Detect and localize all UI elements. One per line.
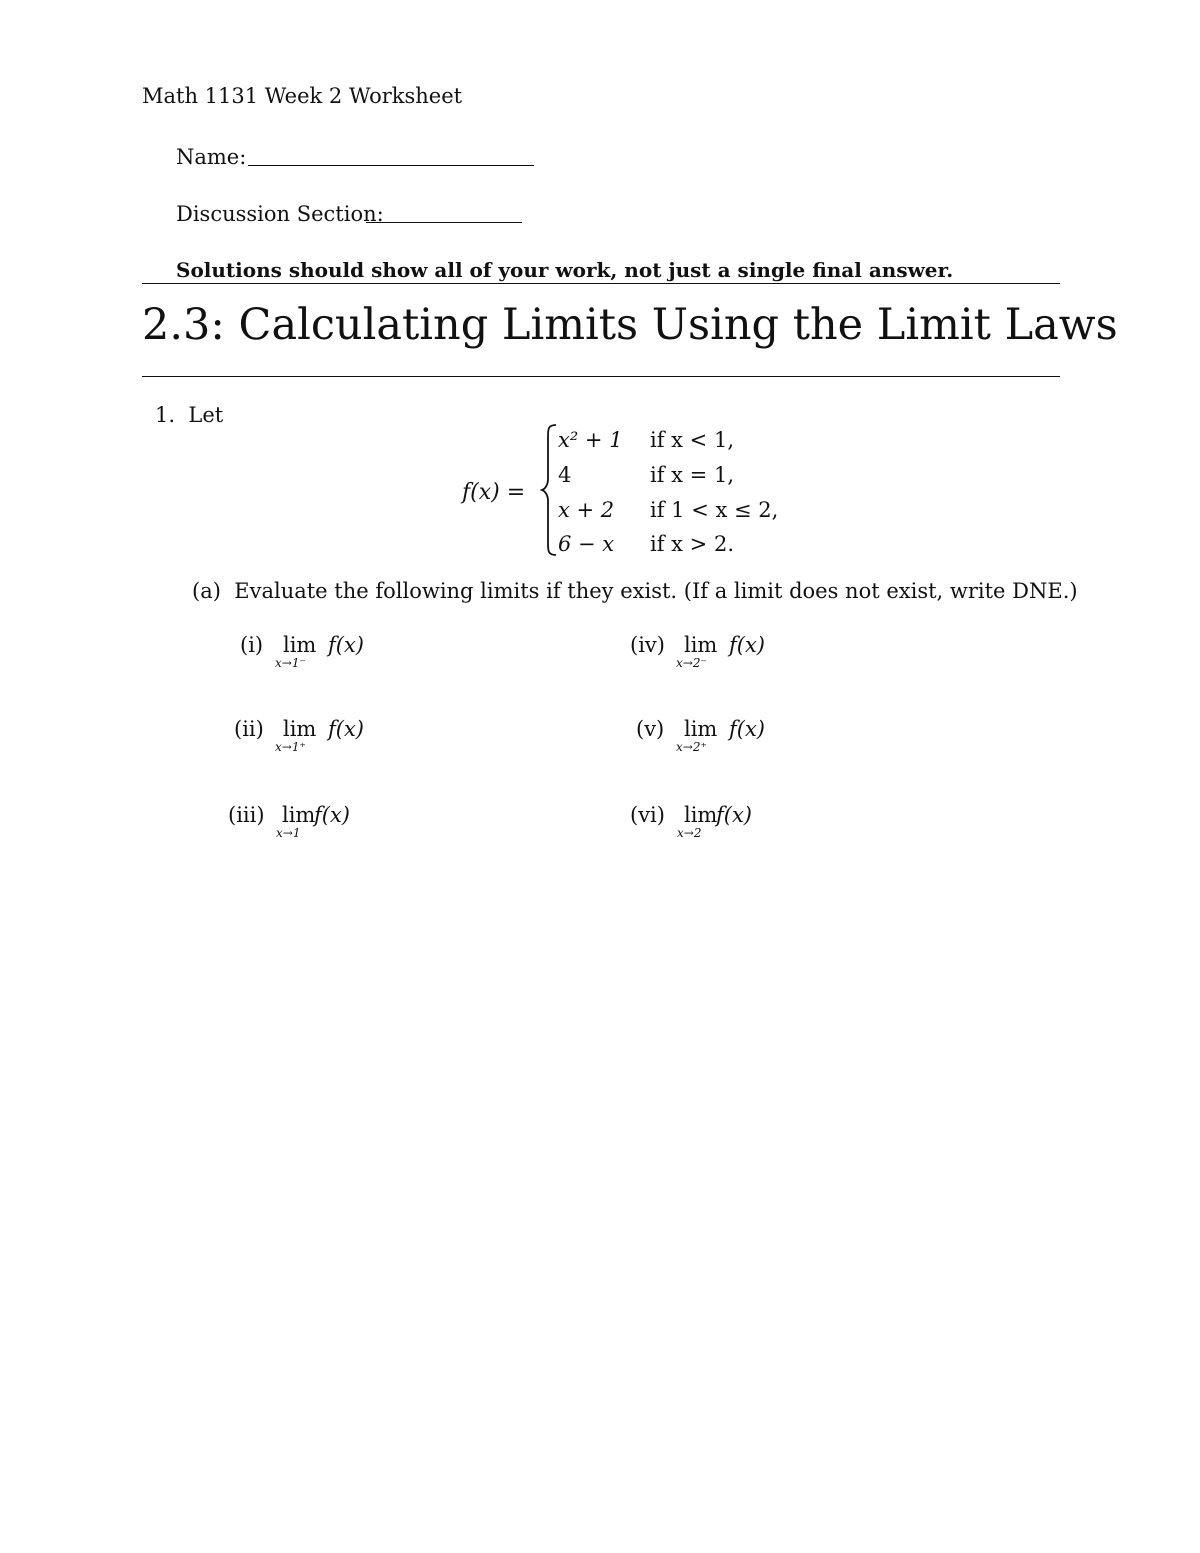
lim-word: lim — [282, 803, 316, 827]
lim-word: lim — [283, 633, 317, 657]
problem-number: 1. — [155, 403, 176, 427]
case-expression: x + 2 — [558, 498, 615, 522]
case-condition: if x < 1, — [650, 428, 734, 452]
case-expression: 4 — [558, 463, 572, 487]
lim-word: lim — [684, 633, 718, 657]
lim-subscript: x→1 — [276, 826, 301, 840]
lim-word: lim — [684, 717, 718, 741]
limit-label: (v) — [636, 717, 665, 741]
lim-subscript: x→2 — [677, 826, 702, 840]
case-expression: x² + 1 — [558, 428, 623, 452]
lim-function: f(x) — [314, 803, 351, 827]
case-condition: if 1 < x ≤ 2, — [650, 498, 779, 522]
part-a-text: Evaluate the following limits if they exist. (If a limit does not exist, write DNE.) — [234, 579, 1078, 603]
function-label: f(x) = — [462, 480, 526, 505]
part-a-label: (a) — [192, 579, 221, 603]
limit-label: (vi) — [630, 803, 665, 827]
problem-1-intro — [155, 403, 223, 427]
course-title: Math 1131 Week 2 Worksheet — [142, 84, 463, 108]
limit-label: (ii) — [234, 717, 264, 741]
lim-function: f(x) — [328, 633, 365, 657]
part-a-prompt — [192, 579, 1078, 603]
lim-subscript: x→1⁺ — [275, 740, 306, 754]
lim-word: lim — [684, 803, 718, 827]
lim-function: f(x) — [729, 633, 766, 657]
lim-subscript: x→2⁺ — [676, 740, 707, 754]
name-blank-line — [248, 165, 534, 166]
limit-label: (iv) — [630, 633, 665, 657]
divider — [142, 283, 1060, 284]
lim-subscript: x→1⁻ — [275, 656, 306, 670]
instruction-text: Solutions should show all of your work, not just a single final answer. — [176, 258, 954, 282]
problem-intro-text: Let — [188, 403, 224, 427]
left-brace-icon — [540, 423, 558, 557]
limit-label: (i) — [240, 633, 264, 657]
section-heading: 2.3: Calculating Limits Using the Limit Laws — [142, 300, 1118, 350]
limit-label: (iii) — [228, 803, 265, 827]
section-blank-line — [366, 222, 522, 223]
divider — [142, 376, 1060, 377]
lim-subscript: x→2⁻ — [676, 656, 707, 670]
case-expression: 6 − x — [558, 532, 615, 556]
name-label: Name: — [176, 145, 247, 169]
lim-function: f(x) — [328, 717, 365, 741]
lim-function: f(x) — [716, 803, 753, 827]
case-condition: if x = 1, — [650, 463, 734, 487]
section-label: Discussion Section: — [176, 202, 384, 226]
lim-function: f(x) — [729, 717, 766, 741]
lim-word: lim — [283, 717, 317, 741]
case-condition: if x > 2. — [650, 532, 734, 556]
